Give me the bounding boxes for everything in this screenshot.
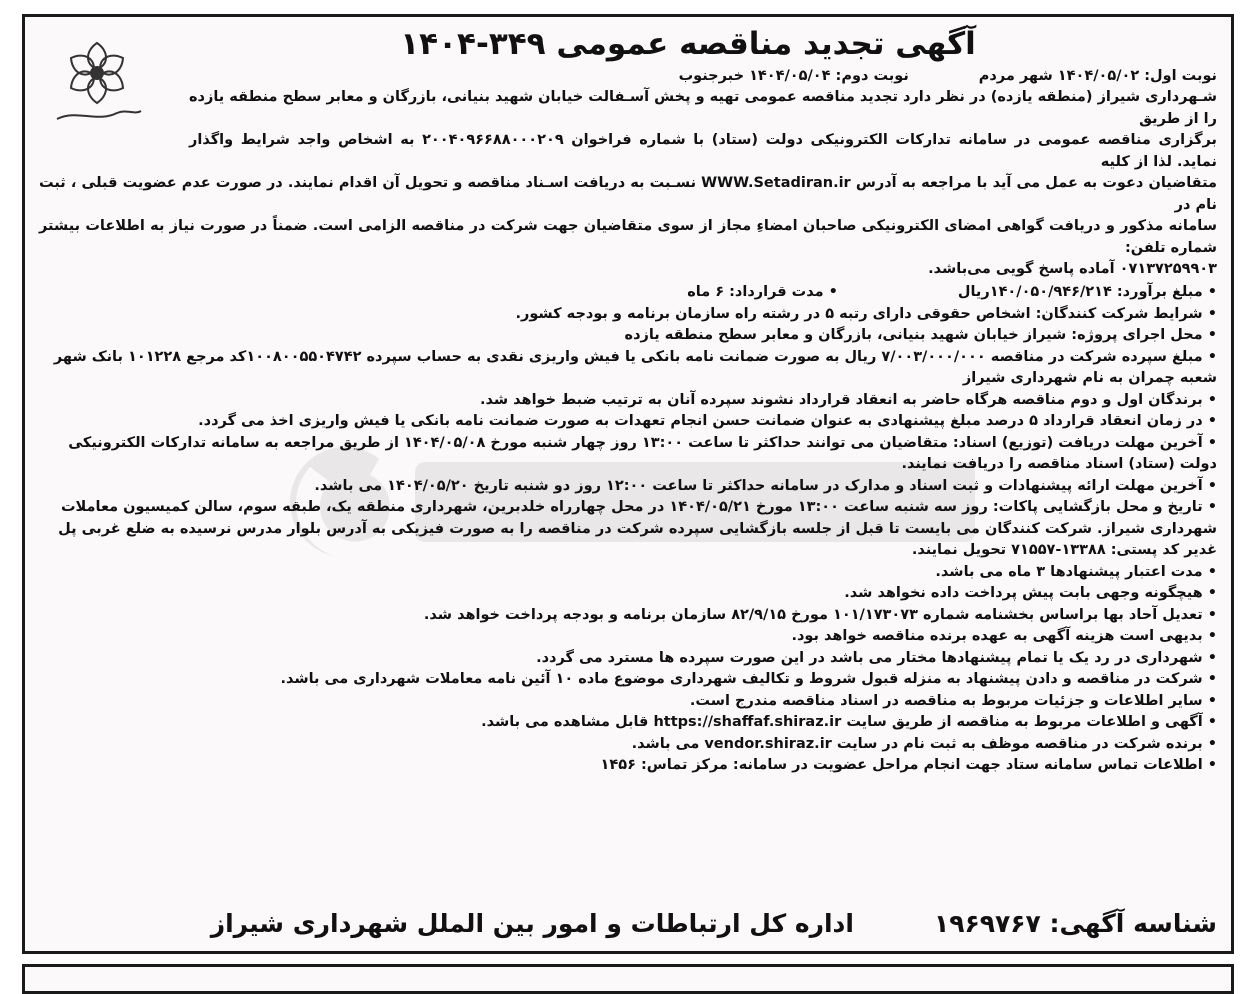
list-item: • آخرین مهلت ارائه پیشنهادات و ثبت اسناد و مدارک در سامانه حداکثر تا ساعت ۱۲:۰۰ روز دو شنبه تاریخ ۱۴۰۴/۰۵/۲۰ می باشد. [39, 476, 1217, 498]
intro-line: شـهرداری شیراز (منطقه یازده) در نظر دارد تجدید مناقصه عمومی تهیه و پخش آسـفالت خیابان شهید بنیانی، بازرگان و معابر سطح منطقه یازده را از طریق [189, 89, 1217, 127]
list-item: • مدت اعتبار پیشنهادها ۳ ماه می باشد. [39, 562, 1217, 584]
next-advertisement-edge [22, 964, 1234, 994]
list-item: • شرایط شرکت کنندگان: اشخاص حقوقی دارای رتبه ۵ در رشته راه سازمان برنامه و بودجه کشور. [39, 304, 1217, 326]
intro-line: سامانه مذکور و دریافت گواهی امضای الکترونیکی صاحبان امضاءِ مجاز از سوی متقاضیان جهت شرکت در مناقصه الزامی است. ضمناً در صورت نیاز به اطلاعات بیشتر شماره تلفن: [39, 218, 1217, 256]
contract-duration: • مدت قرارداد: ۶ ماه [687, 283, 838, 300]
issuing-office: اداره کل ارتباطات و امور بین الملل شهرداری شیراز [210, 909, 854, 938]
list-item: • برنده شرکت در مناقصه موظف به ثبت نام در سایت vendor.shiraz.ir می باشد. [39, 734, 1217, 756]
list-item: • آخرین مهلت دریافت (توزیع) اسناد: متقاضیان می توانند حداکثر تا ساعت ۱۳:۰۰ روز چهار شنبه مورخ ۱۴۰۴/۰۵/۰۸ از طریق مراجعه به سامانه تدارکات الکترونیکی دولت (ستاد) اسناد مناقصه را دریافت نمایند. [39, 433, 1217, 476]
intro-line: ۰۷۱۳۷۲۵۹۹۰۳ آماده پاسخ گویی می‌باشد. [928, 261, 1217, 277]
list-item: • مبلغ سپرده شرکت در مناقصه ۷/۰۰۳/۰۰۰/۰۰۰ ریال به صورت ضمانت نامه بانکی یا فیش واریزی نقدی به حساب سپرده ۱۰۰۸۰۰۵۵۰۴۷۴۲کد مرجع ۱۰۱۲۲۸ بانک شهر شعبه چمران به نام شهرداری شیراز [39, 347, 1217, 390]
page-title: آگهی تجدید مناقصه عمومی ۳۴۹-۱۴۰۴ [400, 26, 976, 62]
list-item: • هیچگونه وجهی بابت پیش پرداخت داده نخواهد شد. [39, 583, 1217, 605]
advertisement-content [39, 23, 1217, 945]
list-item: • تعدیل آحاد بها براساس بخشنامه شماره ۱۰۱/۱۷۳۰۷۳ مورخ ۸۲/۹/۱۵ سازمان برنامه و بودجه پرداخت خواهد شد. [39, 605, 1217, 627]
conditions-list [39, 304, 1217, 777]
list-item: • آگهی و اطلاعات مربوط به مناقصه از طریق سایت https://shaffaf.shiraz.ir قابل مشاهده می باشد. [39, 712, 1217, 734]
estimate-amount: • مبلغ برآورد: ۱۴۰/۰۵۰/۹۴۶/۲۱۴ریال [957, 283, 1217, 300]
advertisement-frame [22, 14, 1234, 954]
list-item: • در زمان انعقاد قرارداد ۵ درصد مبلغ پیشنهادی به عنوان ضمانت حسن انجام تعهدات به صورت ضمانت نامه بانکی یا فیش واریزی اخذ می گردد. [39, 411, 1217, 433]
list-item: • شهرداری در رد یک یا تمام پیشنهادها مختار می باشد در این صورت سپرده ها مسترد می گردد. [39, 648, 1217, 670]
list-item: • شرکت در مناقصه و دادن پیشنهاد به منزله قبول شروط و تکالیف شهرداری موضوع ماده ۱۰ آئین نامه معاملات شهرداری می باشد. [39, 669, 1217, 691]
list-item: • سایر اطلاعات و جزئیات مربوط به مناقصه در اسناد مناقصه مندرج است. [39, 691, 1217, 713]
list-item: • بدیهی است هزینه آگهی به عهده برنده مناقصه خواهد بود. [39, 626, 1217, 648]
publication-dates [39, 65, 1217, 87]
list-item: • برندگان اول و دوم مناقصه هرگاه حاضر به انعقاد قرارداد نشوند سپرده آنان به ترتیب ضبط خواهد شد. [39, 390, 1217, 412]
list-item: • اطلاعات تماس سامانه ستاد جهت انجام مراحل عضویت در سامانه: مرکز تماس: ۱۴۵۶ [39, 755, 1217, 777]
list-item: • محل اجرای پروژه: شیراز خیابان شهید بنیانی، بازرگان و معابر سطح منطقه یازده [39, 325, 1217, 347]
intro-line: برگزاری مناقصه عمومی در سامانه تدارکات الکترونیکی دولت (ستاد) با شماره فراخوان ۲۰۰۴۰۹۶۶۸۸۰۰۰۲۰۹ به اشخاص واجد شرایط واگذار نماید. لذا از کلیه [189, 132, 1218, 170]
advertisement-footer [39, 907, 1217, 941]
list-item: • تاریخ و محل بازگشایی پاکات: روز سه شنبه ساعت ۱۳:۰۰ مورخ ۱۴۰۴/۰۵/۲۱ در محل چهارراه خلدبرین، شهرداری منطقه یک، طبقه سوم، سالن کمیسیون معاملات شهرداری شیراز. شرکت کنندگان می بایست تا قبل از جلسه بازگشایی سپرده شرکت در مناقصه را به صورت فیزیکی به آدرس بلوار مدرس نرسیده به ضلع غربی پل غدیر کد پستی: ۱۳۳۸۸-۷۱۵۵۷ تحویل نمایند. [39, 497, 1217, 562]
second-publication: نوبت دوم: ۱۴۰۴/۰۵/۰۴ خبرجنوب [678, 68, 909, 84]
intro-line: متقاضیان دعوت به عمل می آید با مراجعه به آدرس WWW.Setadiran.ir نسـبت به دریافت اسـناد مناقصه و تحویل آن اقدام نمایند. در صورت عدم عضویت قبلی ، ثبت نام در [39, 175, 1217, 213]
estimate-row [39, 281, 1217, 304]
ad-identifier: شناسه آگهی: ۱۹۶۹۷۶۷ [933, 909, 1217, 938]
first-publication: نوبت اول: ۱۴۰۴/۰۵/۰۲ شهر مردم [978, 68, 1217, 84]
